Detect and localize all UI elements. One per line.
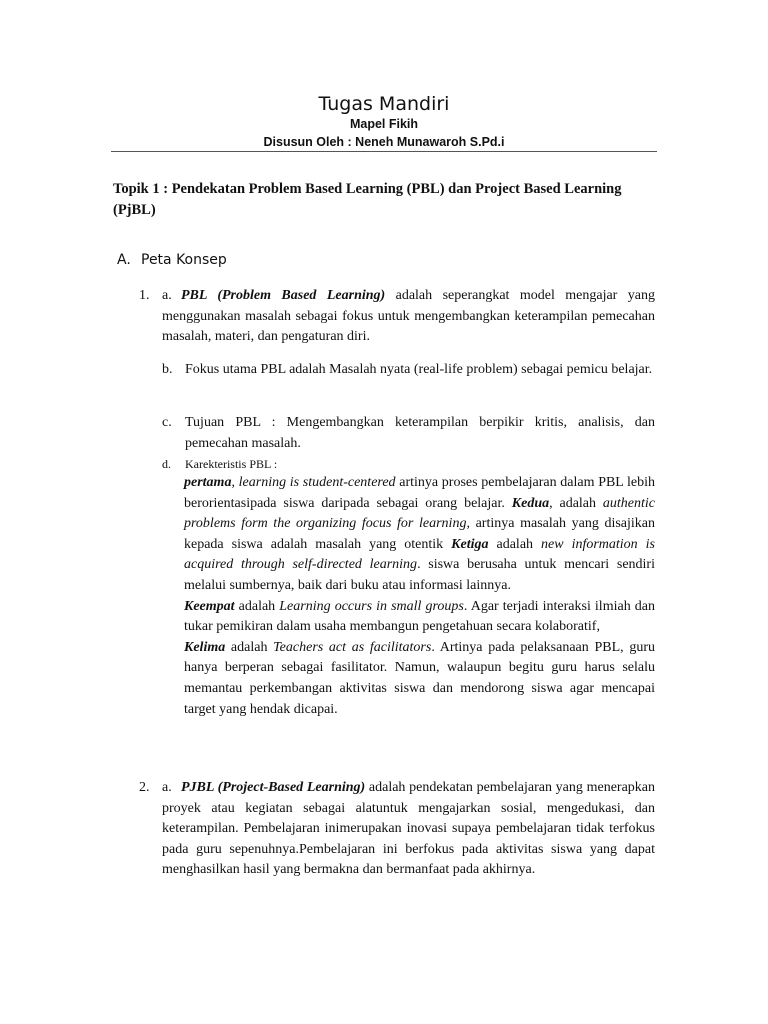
char-2-sep: , adalah [549,495,603,511]
item-1c-letter: c. [162,415,172,430]
char-3-text: . siswa berusaha untuk mencari sendiri melalui sumbernya, baik dari buku atau informasi lainnya. [184,557,655,593]
item-1d-heading: Karekteristis PBL : [185,457,278,471]
item-1a-term: PBL (Problem Based Learning) [181,288,386,303]
topic-heading: Topik 1 : Pendekatan Problem Based Learning (PBL) dan Project Based Learning (PjBL) [113,181,622,218]
item-2a-letter: a. [162,780,172,795]
char-5-term: Teachers act as facilitators [273,639,432,655]
char-3-label: Ketiga [451,536,489,552]
char-1-sep: , [231,475,239,490]
char-3-term: new information is acquired through self-directed learning [184,536,656,573]
section-a-title: Peta Konsep [141,252,227,268]
item-1-number: 1. [139,288,150,303]
char-1-text: artinya proses pembelajaran dalam PBL lebih berorientasipada siswa daripada sebagai orang belajar. [184,475,656,511]
char-2-label: Kedua [511,495,550,511]
item-2a-paragraph [162,778,655,881]
item-2-number: 2. [139,780,150,795]
subject-line: Mapel Fikih [349,117,419,131]
char-4-sep: adalah [234,598,280,614]
char-4-text: . Agar terjadi interaksi ilmiah dan tukar pemikiran dalam usaha membangun pengetahuan secara kolaboratif, [184,598,655,635]
author-line: Disusun Oleh : Neneh Munawaroh S.Pd.i [263,135,505,149]
char-1-label: pertama [184,475,232,490]
char-1-term: learning is student-centered [238,475,396,490]
char-2-text: , artinya masalah yang disajikan kepada siswa adalah masalah yang otentik [184,516,655,552]
char-5-label: Kelima [184,639,226,655]
item-1a-letter: a. [162,288,172,303]
item-1d-letter: d. [162,457,171,471]
char-4-term: Learning occurs in small groups [279,598,464,614]
char-2-term: authentic problems form the organizing focus for learning [184,495,656,532]
char-3-sep: adalah [488,536,542,552]
char-5-sep: adalah [225,639,274,655]
char-4-label: Keempat [184,598,235,614]
section-a-letter: A. [117,252,131,268]
item-1a-text: adalah seperangkat model mengajar yang menggunakan masalah sebagai fokus untuk mengembangkan keterampilan pemecahan masalah, materi, dan pengaturan diri. [162,288,655,345]
item-1b-letter: b. [162,362,173,377]
section-a-heading [117,250,227,270]
item-2a-text: adalah pendekatan pembelajaran yang menerapkan proyek atau kegiatan sebagai alatuntuk mengajarkan sosial, mengedukasi, dan keterampilan. Pembelajaran inimerupakan inovasi supaya pembelajaran tidak terfokus pada guru sepenuhnya.Pembelajaran ini berfokus pada aktivitas siswa yang dapat menghasilkan hasil yang bermakna dan bermanfaat pada akhirnya. [162,780,655,878]
item-1c-text: Tujuan PBL : Mengembangkan keterampilan berpikir kritis, analisis, dan pemecahan masalah. [185,415,655,451]
char-5-text: . Artinya pada pelaksanaan PBL, guru hanya berperan sebagai fasilitator. Namun, walaupun begitu guru harus selalu memantau perkembangan aktivitas siswa dan mendorong siswa agar mencapai target yang hendak dicapai. [184,639,656,717]
item-1a-paragraph [162,286,655,348]
item-1d-characteristics [184,473,655,720]
item-1b-text: Fokus utama PBL adalah Masalah nyata (real-life problem) sebagai pemicu belajar. [185,362,653,377]
item-2a-term: PJBL (Project-Based Learning) [181,780,366,795]
header-divider [111,151,657,152]
document-title: Tugas Mandiri [318,93,450,115]
